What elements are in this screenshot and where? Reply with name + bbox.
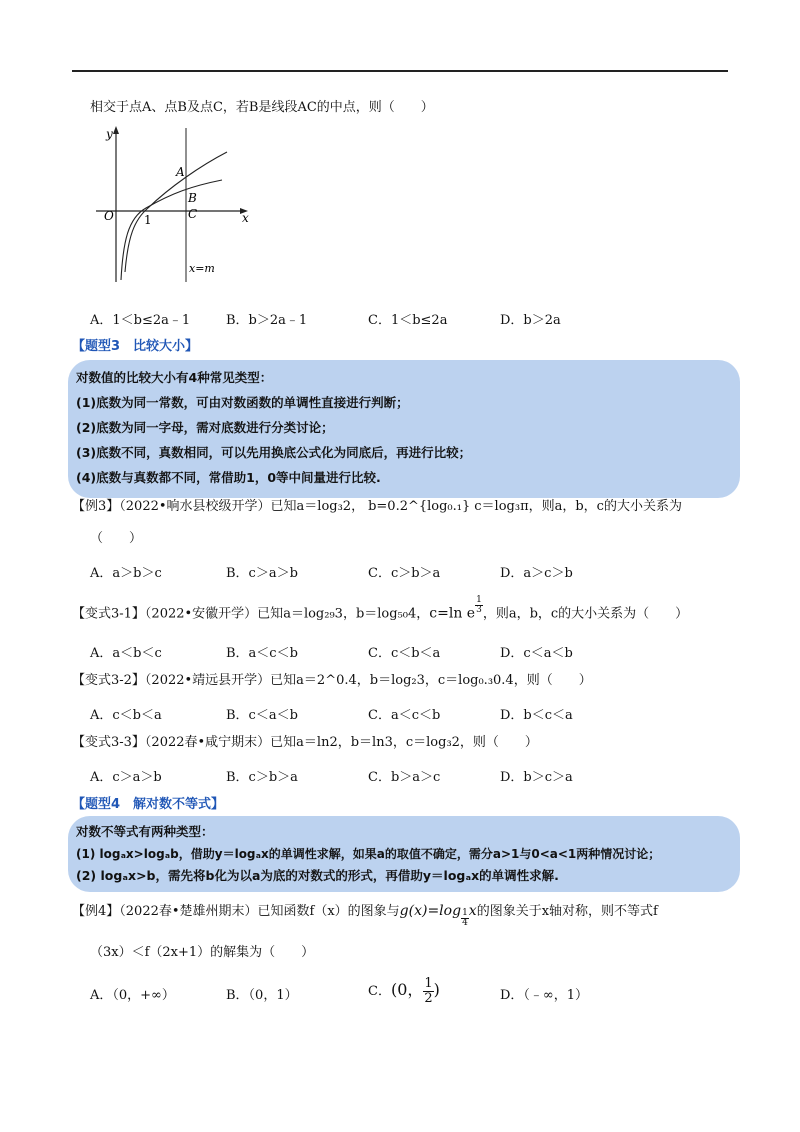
example4-g-arg: x — [468, 903, 477, 919]
variant33-option-a: A．c＞a＞b — [90, 770, 162, 785]
example3-option-c: C．c＞b＞a — [368, 566, 441, 581]
origin-label: O — [104, 209, 114, 223]
example4-option-c-fraction — [423, 977, 433, 1006]
type4-heading: 【题型4 解对数不等式】 — [72, 797, 225, 812]
example4-option-c-den: 2 — [424, 991, 433, 1006]
x-axis-label: x — [242, 211, 249, 225]
example3-paren: （ ） — [90, 531, 143, 546]
point-A-label: A — [176, 165, 185, 179]
type3-heading: 【题型3 比较大小】 — [72, 339, 199, 354]
variant31-c: c=ln e — [429, 605, 476, 622]
example4-g-base-den: 4 — [462, 918, 468, 928]
variant31-suffix: ，则a，b，c的大小关系为（ ） — [482, 606, 689, 622]
type3-box-line-2: (2)底数为同一字母，需对底数进行分类讨论； — [76, 420, 334, 435]
example4-g-base — [461, 909, 469, 928]
type4-box-line-0: 对数不等式有两种类型： — [76, 824, 214, 839]
prev-option-a: A．1＜b≤2a﹣1 — [90, 313, 191, 328]
example4-option-a: A．（0，+∞） — [90, 988, 175, 1003]
example4-option-c-close: ) — [433, 980, 440, 999]
example4-line2: （3x）＜f（2x+1）的解集为（ ） — [90, 945, 315, 960]
variant31-exp-fraction — [475, 596, 483, 615]
example3-b: b=0.2^{log₀.₁} — [368, 499, 471, 514]
header-rule — [72, 70, 728, 72]
variant32-line: 【变式3-2】（2022•靖远县开学）已知a＝2^0.4，b＝log₂3，c＝log₀.₃0.4，则（ ） — [72, 673, 592, 688]
variant32-option-b: B．c＜a＜b — [226, 708, 298, 723]
variant32-option-c: C．a＜c＜b — [368, 708, 441, 723]
type3-box-line-0: 对数值的比较大小有4种常见类型： — [76, 370, 273, 385]
example4-option-c-label: C． — [368, 984, 391, 999]
example4-option-c-num: 1 — [424, 976, 433, 991]
variant31-option-a: A．a＜b＜c — [90, 646, 162, 661]
type3-box-line-1: (1)底数为同一常数，可由对数函数的单调性直接进行判断； — [76, 395, 409, 410]
variant31-option-c: C．c＜b＜a — [368, 646, 441, 661]
variant31-exp-den: 3 — [476, 605, 482, 615]
example4-option-c — [368, 974, 440, 1008]
function-graph — [92, 122, 262, 287]
variant31-option-d: D．c＜a＜b — [500, 646, 573, 661]
variant33-option-c: C．b＞a＞c — [368, 770, 441, 785]
question-intro: 相交于点A、点B及点C，若B是线段AC的中点，则（ ） — [90, 100, 434, 115]
y-axis-arrow — [113, 126, 119, 134]
type3-box-line-4: (4)底数与真数都不同，常借助1，0等中间量进行比较. — [76, 470, 381, 485]
example3-option-a: A．a＞b＞c — [90, 566, 162, 581]
variant33-option-b: B．c＞b＞a — [226, 770, 298, 785]
tick-1-label: 1 — [144, 213, 152, 227]
example3-option-b: B．c＞a＞b — [226, 566, 298, 581]
variant32-option-a: A．c＜b＜a — [90, 708, 162, 723]
example4-line1-pre: 【例4】（2022春•楚雄州期末）已知函数f（x）的图象与 — [72, 904, 400, 919]
prev-option-d: D．b＞2a — [500, 313, 561, 328]
point-B-label: B — [188, 191, 197, 205]
example4-g-func: g(x)=log — [399, 903, 462, 919]
line-label: x=m — [189, 262, 215, 275]
example4-line1-post: 的图象关于x轴对称，则不等式f — [476, 904, 658, 919]
example4-g-base-num: 1 — [462, 908, 468, 918]
example3-line — [72, 498, 682, 516]
type4-box-line-1: (1) logₐx>logₐb，借助y＝logₐx的单调性求解，如果a的取值不确定，需分a>1与0<a<1两种情况讨论； — [76, 847, 661, 861]
example3-option-d: D．a＞c＞b — [500, 566, 573, 581]
example3-prefix: 【例3】（2022•响水县校级开学）已知 — [72, 499, 297, 514]
prev-option-c: C．1＜b≤2a — [368, 313, 448, 328]
point-C-label: C — [188, 207, 198, 221]
type3-box-line-3: (3)底数不同，真数相同，可以先用换底公式化为同底后，再进行比较； — [76, 445, 472, 460]
variant33-option-d: D．b＞c＞a — [500, 770, 573, 785]
prev-option-b: B．b＞2a﹣1 — [226, 313, 308, 328]
example4-option-d: D．（﹣∞，1） — [500, 988, 589, 1003]
example4-line1 — [72, 894, 658, 929]
variant31-line — [72, 596, 688, 629]
variant31-prefix: 【变式3-1】（2022•安徽开学）已知 — [72, 606, 284, 622]
example4-option-c-open: (0， — [390, 980, 424, 999]
variant31-option-b: B．a＜c＜b — [226, 646, 298, 661]
example3-c: c＝log₃π，则a，b，c的大小关系为 — [474, 499, 682, 514]
variant31-ab: a＝log₂₉3，b＝log₅₀4， — [283, 606, 430, 622]
variant32-option-d: D．b＜c＜a — [500, 708, 573, 723]
variant31-exp-num: 1 — [476, 595, 482, 605]
y-axis-label: y — [106, 127, 113, 141]
type4-box-line-2: (2) logₐx>b，需先将b化为以a为底的对数式的形式，再借助y＝logₐx的单调性求解. — [76, 868, 559, 883]
variant33-line: 【变式3-3】（2022春•咸宁期末）已知a＝ln2，b＝ln3，c＝log₃2，则（ ） — [72, 735, 538, 750]
example3-a: a＝log₃2， — [296, 499, 365, 514]
example4-option-b: B．（0，1） — [226, 988, 298, 1003]
